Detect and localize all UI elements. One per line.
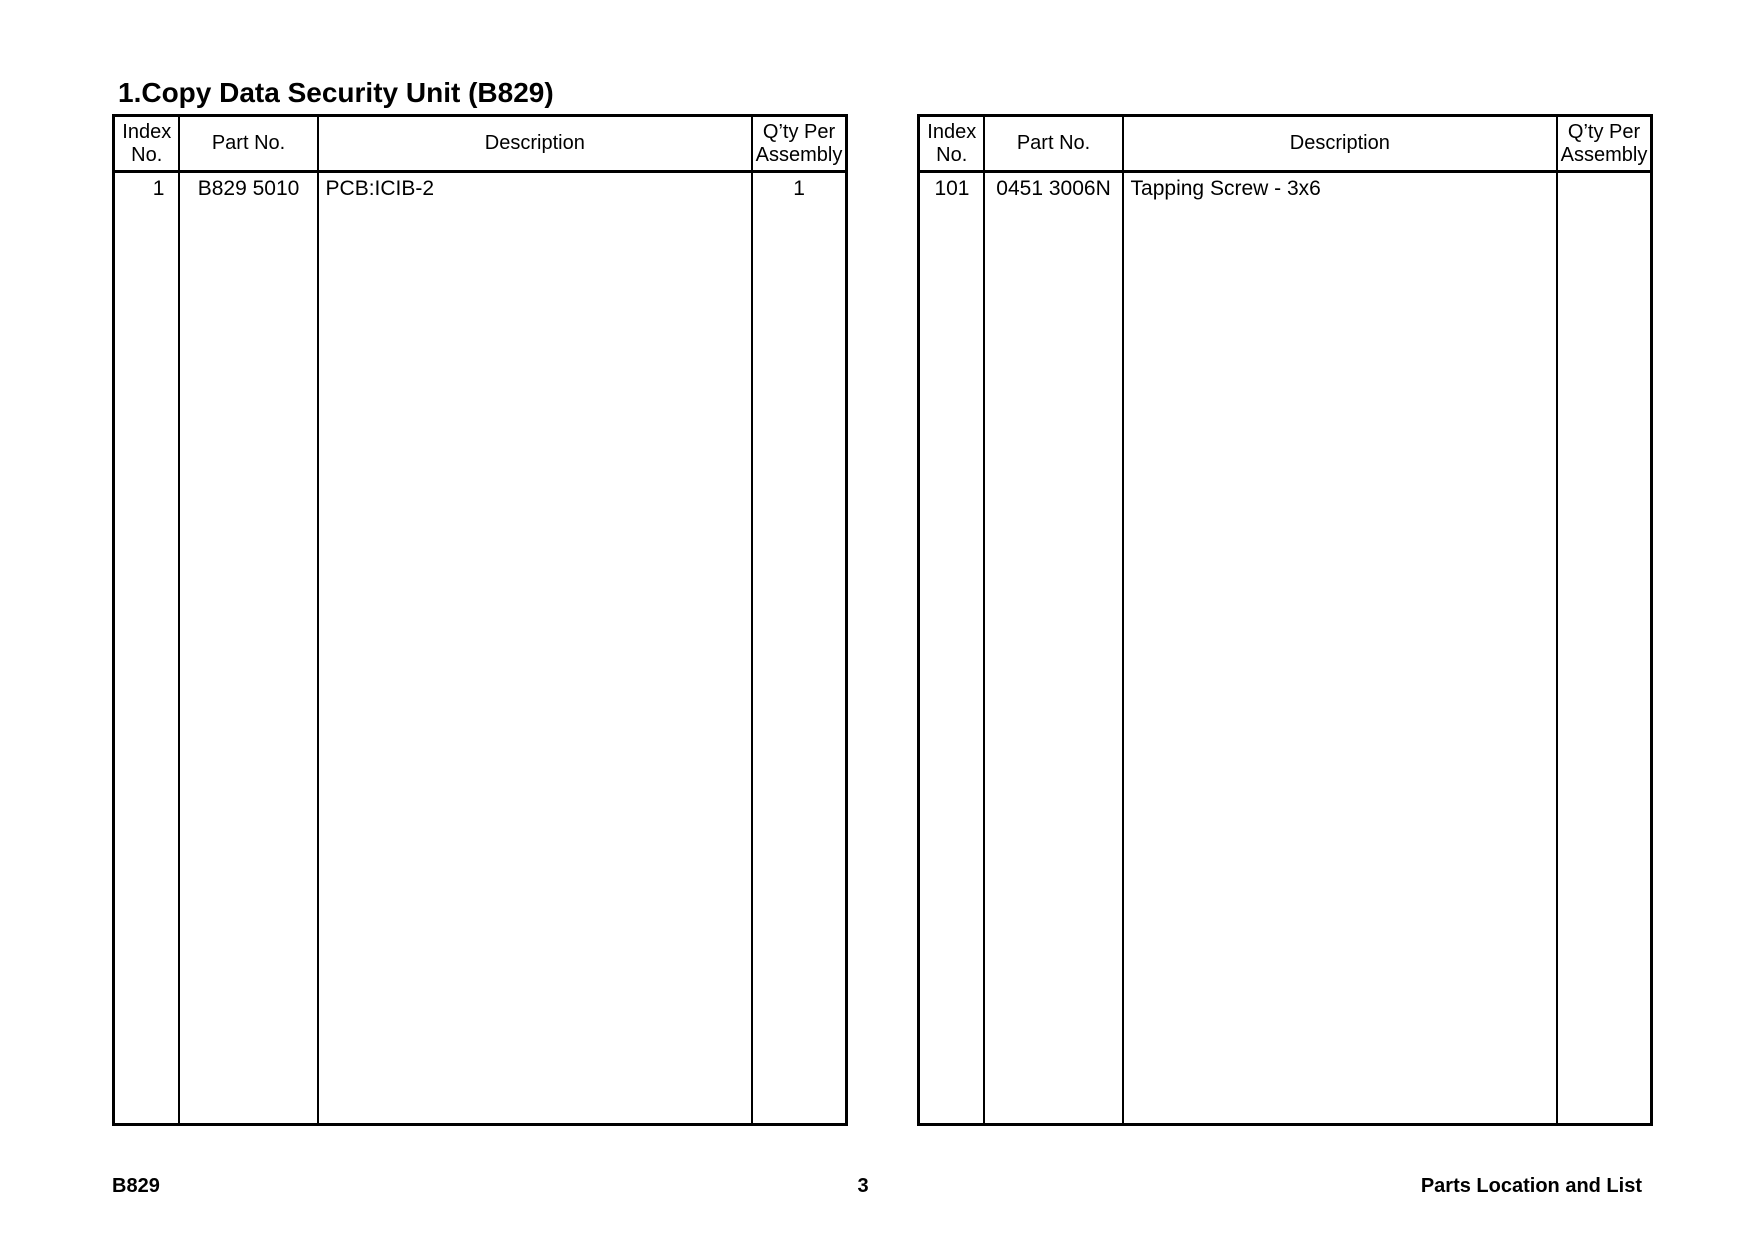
header-description: Description xyxy=(1123,116,1558,172)
header-description: Description xyxy=(318,116,753,172)
cell-description: Tapping Screw - 3x6 xyxy=(1123,172,1558,206)
cell-qty xyxy=(1557,172,1651,206)
header-part-no: Part No. xyxy=(984,116,1122,172)
footer-page-number: 3 xyxy=(857,1175,869,1197)
header-qty-per-assembly: Q’ty Per Assembly xyxy=(1557,116,1651,172)
cell-qty: 1 xyxy=(752,172,846,206)
cell-index: 101 xyxy=(919,172,985,206)
header-part-no: Part No. xyxy=(179,116,317,172)
table-row xyxy=(114,172,847,206)
table-row xyxy=(919,172,1652,206)
page-title: 1.Copy Data Security Unit (B829) xyxy=(118,77,554,108)
parts-table-right xyxy=(917,114,1653,1126)
cell-part-no: B829 5010 xyxy=(179,172,317,206)
cell-index: 1 xyxy=(114,172,180,206)
parts-table-left xyxy=(112,114,848,1126)
footer-model: B829 xyxy=(112,1175,160,1197)
footer-section: Parts Location and List xyxy=(1420,1175,1642,1197)
table-header-row xyxy=(114,116,847,172)
table-header-row xyxy=(919,116,1652,172)
header-index-no: Index No. xyxy=(919,116,985,172)
cell-part-no: 0451 3006N xyxy=(984,172,1122,206)
cell-description: PCB:ICIB-2 xyxy=(318,172,753,206)
empty-row xyxy=(919,205,1652,1125)
header-index-no: Index No. xyxy=(114,116,180,172)
empty-row xyxy=(114,205,847,1125)
header-qty-per-assembly: Q’ty Per Assembly xyxy=(752,116,846,172)
